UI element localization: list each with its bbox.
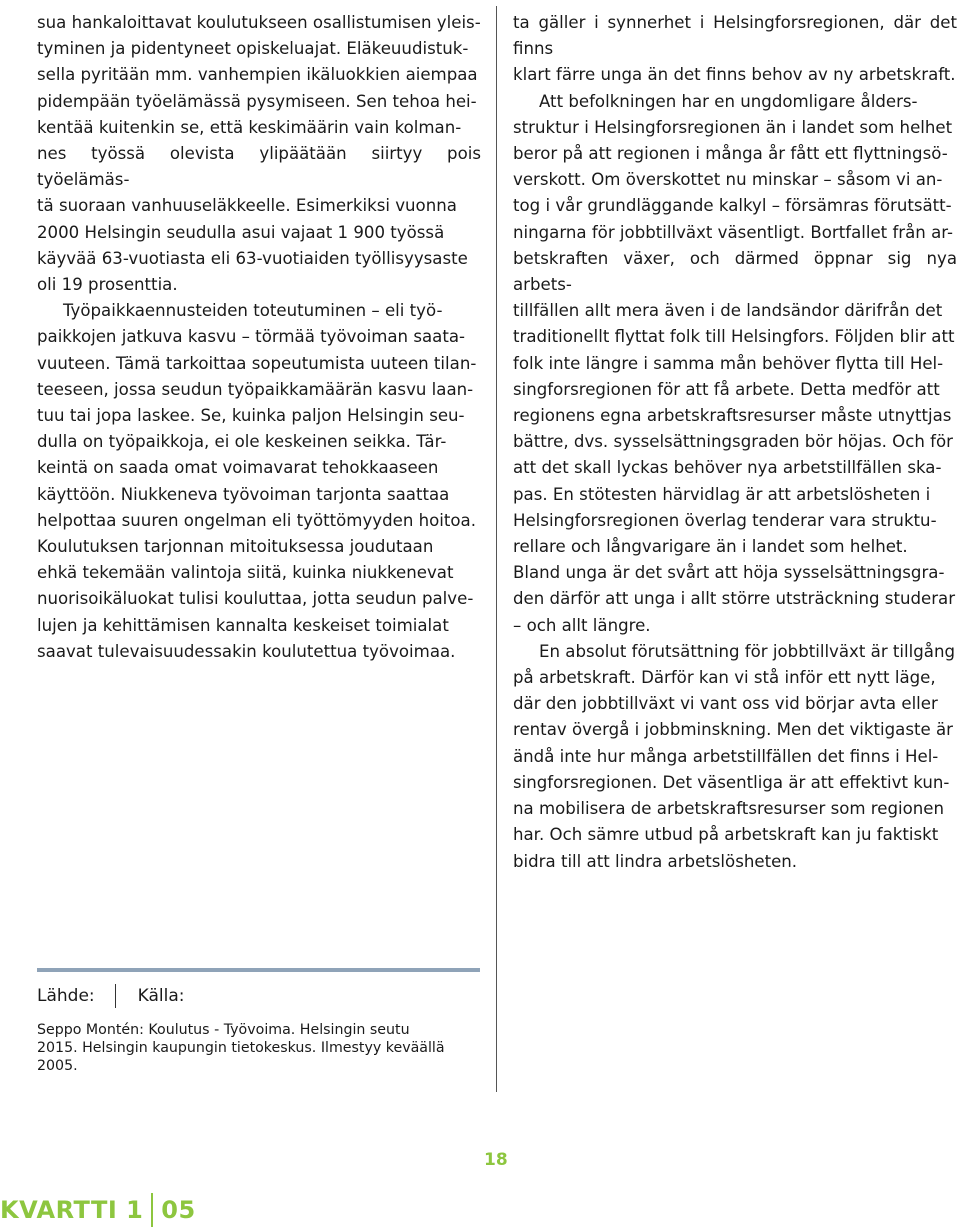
- source-citation: Seppo Montén: Koulutus - Työvoima. Helsingin seutu 2015. Helsingin kaupungin tietokeskus. Ilmestyy keväällä 2005.: [37, 1022, 445, 1074]
- paragraph-right-3: En absolut förutsättning för jobbtillväxt är tillgång på arbetskraft. Därför kan vi stå inför ett nytt läge, där den jobbtillväxt vi vant oss vid börjar avta eller rentav övergå i jobbminskning. Men det viktigaste är ändå inte hur många arbetstillfällen det finns i Hel- singforsregionen. Det väsentliga är att effektivt kun- na mobilisera de arbetskraftsresurser som regionen har. Och sämre utbud på arbetskraft kan ju faktiskt bidra till att lindra arbetslösheten.: [513, 641, 956, 871]
- paragraph-right-1: ta gäller i synnerhet i Helsingforsregionen, där det finns klart färre unga än det finns behov av ny arbetskraft.: [513, 13, 957, 85]
- column-divider: [496, 6, 497, 1092]
- source-label-separator: [115, 984, 116, 1008]
- magazine-name: KVARTTI 1: [0, 1196, 144, 1224]
- paragraph-left-2: Työpaikkaennusteiden toteutuminen – eli työ- paikkojen jatkuva kasvu – törmää työvoiman saata- vuuteen. Tämä tarkoittaa sopeutumista uuteen tilan- teeseen, jossa seudun työpaikkamäärän kasvu laan- tuu tai jopa laskee. Se, kuinka paljon Helsingin seu- dulla on työpaikkoja, ei ole keskeinen seikka. Tär- keintä on saada omat voimavarat tehokkaaseen käyttöön. Niukkeneva työvoiman tarjonta saattaa helpottaa suuren ongelman eli työttömyyden hoitoa. Koulutuksen tarjonnan mitoituksessa joudutaan ehkä tekemään valintoja siitä, kuinka niukkenevat nuorisoikäluokat tulisi kouluttaa, jotta seudun palve- lujen ja kehittämisen kannalta keskeiset toimialat saavat tulevaisuudessakin koulutettua työvoimaa.: [37, 301, 477, 661]
- footer-separator: [151, 1193, 153, 1227]
- footer-brand: [0, 1193, 196, 1227]
- right-column: [513, 10, 957, 875]
- source-rule: [37, 968, 480, 972]
- source-heading: [37, 984, 185, 1008]
- source-label-sv: Källa:: [137, 986, 185, 1006]
- issue-year: 05: [161, 1196, 196, 1224]
- left-column: [37, 10, 481, 665]
- source-label-fi: Lähde:: [37, 986, 95, 1006]
- paragraph-left-1: sua hankaloittavat koulutukseen osallistumisen yleis- tyminen ja pidentyneet opiskeluajat. Eläkeuudistuk- sella pyritään mm. vanhempien ikäluokkien aiempaa pidempään työelämässä pysymiseen. Sen tehoa hei- kentää kuitenkin se, että keskimäärin vain kolman- nes työssä olevista ylipäätään siirtyy pois työelämäs- tä suoraan vanhuuseläkkeelle. Esimerkiksi vuonna 2000 Helsingin seudulla asui vajaat 1 900 työssä käyvää 63-vuotiasta eli 63-vuotiaiden työllisyysaste oli 19 prosenttia.: [37, 13, 481, 295]
- page-number: 18: [484, 1150, 508, 1170]
- paragraph-right-2: Att befolkningen har en ungdomligare ålders- struktur i Helsingforsregionen än i landet som helhet beror på att regionen i många år fått ett flyttningsö- verskott. Om överskottet nu minskar – såsom vi an- tog i vår grundläggande kalkyl – försämras förutsätt- ningarna för jobbtillväxt väsentligt. Bortfallet från ar- betskraften växer, och därmed öppnar sig nya arbets- tillfällen allt mera även i de landsändor därifrån det traditionellt flyttat folk till Helsingfors. Följden blir att folk inte längre i samma mån behöver flytta till Hel- singforsregionen för att få arbete. Detta medför att regionens egna arbetskraftsresurser måste utnyttjas bättre, dvs. sysselsättningsgraden bör höjas. Och för att det skall lyckas behöver nya arbetstillfällen ska- pas. En stötesten härvidlag är att arbetslösheten i Helsingforsregionen överlag tenderar vara struktu- rellare och långvarigare än i landet som helhet. Bland unga är det svårt att höja sysselsättningsgra- den därför att unga i allt större utsträckning studerar – och allt längre.: [513, 91, 957, 635]
